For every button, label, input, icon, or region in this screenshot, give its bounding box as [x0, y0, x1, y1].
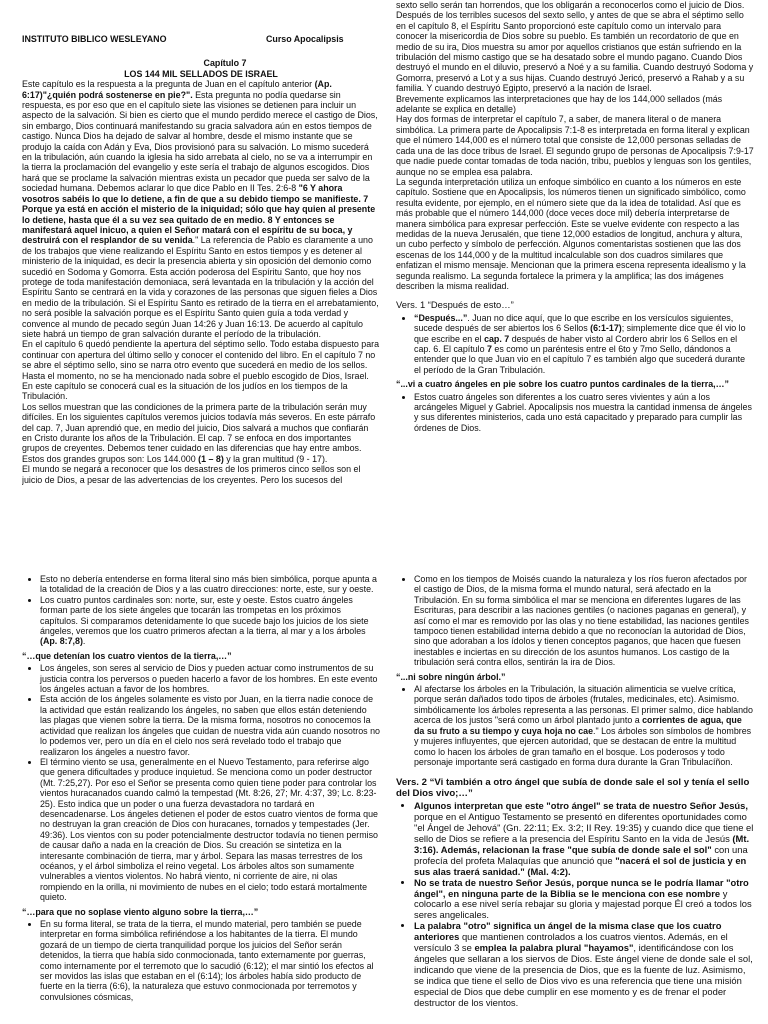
- text-run: ; simplemente dice que él vio lo que escribe en el: [414, 323, 746, 344]
- course-name: Curso Apocalipsis: [266, 34, 344, 44]
- text-run-bold: 7: [487, 344, 492, 354]
- text-run: después de haber visto al Cordero abrir los 6 Sellos en el cap. 6. El capítulo: [414, 333, 738, 354]
- text-run-bold: (Ap. 8:7,8): [40, 636, 83, 647]
- text-run-bold: La palabra "otro" significa un ángel de la misma clase que los cuatro anteriores: [414, 920, 722, 943]
- paragraph: En el capítulo 6 quedó pendiente la apertura del séptimo sello. Todo estaba dispuesto para continuar con apertura del último sello y conocer el contenido del libro. En el capítulo 7 no se abre el séptimo sello, sino se narra otro evento que sucederá en medio de los sellos. Hasta el momento, no se ha mencionado nada sobre el pueblo escogido de Dios, Israel. En este capítulo se conocerá cual es la situación de los judíos en los tiempos de la Tribulación.: [22, 339, 380, 402]
- list-item: [40, 595, 380, 647]
- column-top-right: [396, 0, 754, 528]
- bullet-list: [22, 663, 380, 902]
- list-item: • El término viento se usa, generalmente en el Nuevo Testamento, para referirse algo que genera dificultades y produce inquietud. Se menciona como un poder destructor (Mt. 7:25,27). Por eso el Señor se presenta como quien tiene poder para controlar los vientos huracanados cuando calmó la tempestad (Mt. 8:26, 27; Mr. 4:37, 39; Lc. 8:23-25). Esto indica que un poder o una fuerza devastadora no tardará en desencadenarse. Los ángeles detienen el poder de estos cuatro vientos de forma que no destruyan la gran creación de Dios con huracanes, tornados y tempestades (Jer. 49:36). Los vientos con su poder potencialmente destructor todavía no tienen permiso de causar daño a nada en la creación de Dios. Su creación se sintetiza en la interesante combinación de tierra, mar y árbol. Separa las masas terrestres de los océanos, y el árbol simboliza el reino vegetal. Los árboles altos son sumamente vulnerables a vientos violentos. No habrá viento, ni corriente de aire, ni olas rompiendo en la orilla, ni movimiento de nubes en el cielo; todo estará mortalmente quieto.: [40, 757, 380, 903]
- text-run: .: [82, 636, 86, 647]
- verse-heading: [396, 777, 754, 799]
- list-item: • Esto no debería entenderse en forma literal sino más bien simbólica, porque apunta a la totalidad de la creación de Dios y a las cuatro direcciones: norte, este, sur y oeste.: [40, 574, 380, 595]
- list-item: • Como en los tiempos de Moisés cuando la naturaleza y los ríos fueron afectados por el castigo de Dios, de la misma forma el mundo natural, será afectado en la Tribulación. En su forma simbólica el mar se menciona en diferentes lugares de las Escrituras, para describir a las naciones gentiles (o naciones paganas en general), y así como el mar es removido por las olas y no tiene estabilidad, las naciones gentiles tampoco tienen estabilidad interna debido a que no reconocían la autoridad de Dios, sino que adoraban a los ídolos y tienen conceptos paganos, que hacen que fuesen inestables e inciertas en su dirección de los asuntos humanos. Los castigo de la tribulación será contra ellos, sentirán la ira de Dios.: [414, 574, 754, 668]
- text-run-bold: Algunos interpretan que este "otro ángel" se trata de nuestro Señor Jesús,: [414, 800, 748, 812]
- text-run-bold: (Ap. 6:17)"¿quién podrá sostenerse en pie?".: [22, 79, 332, 100]
- column-bottom-left: [22, 572, 380, 1024]
- list-item: [414, 878, 754, 922]
- text-run-bold: corrientes de agua, que da su fruto a su tiempo y cuya hoja no cae: [414, 715, 742, 736]
- verse-heading: Vers. 1 “Después de esto…”: [396, 299, 514, 311]
- text-run: ." Los árboles son símbolos de hombres y mujeres influyentes, que ejercen autoridad, que se destacan de entre la multitud como lo hacen los árboles de gran tamaño en el bosque. Los poderosos y todo personaje importante será castigado en forma dura durante la Gran Tribulacíñon.: [414, 725, 752, 767]
- text-run-bold: Vers. 2 “Vi también a otro ángel que subía de donde sale el sol y tenía el sello del Dios vivo;…”: [396, 777, 750, 800]
- bullet-list: [396, 684, 754, 767]
- verse-quote: “…para que no soplase viento alguno sobre la tierra,…”: [22, 906, 259, 917]
- page-header: [22, 34, 380, 44]
- verse-quote: “...ni sobre ningún árbol.”: [396, 671, 506, 682]
- paragraph: Brevemente explicamos las interpretaciones que hay de los 144,000 sellados (más adelante se explica en detalle): [396, 93, 723, 115]
- text-run: , identificándose con los ángeles que sellaran a los siervos de Dios. Este ángel viene de donde sale el sol, indicando que viene de la presencia de Dios, que es la fuente de luz. Asimismo, se indica que tiene el sello de Dios vivo es una referencia que tiene una misión especial de Dios que debe cumplir en ese momento y es de frenar el poder destructor de los vientos.: [414, 942, 753, 1008]
- text-run: Este capítulo es la respuesta a la pregunta de Juan en el capítulo anterior: [22, 79, 315, 90]
- list-item: • Esta acción de los ángeles solamente es visto por Juan, en la tierra nadie conoce de la actividad que están realizando los ángeles, no saben que ellos están deteniendo las plagas que vienen sobre la tierra. De la misma forma, nosotros no conocemos la actividad que realizan los ángeles que cuidan de nuestra vida aún cuando nosotros no lo podemos ver, pero un día en el cielo nos será revelado todo el trabajo que realizaron los ángeles a nuestro favor.: [40, 694, 380, 756]
- list-item: [414, 684, 754, 767]
- bullet-list: [22, 919, 380, 1002]
- paragraph: El mundo se negará a reconocer que los desastres de los primeros cinco sellos son el juicio de Dios, a pesar de las advertencias de los creyentes. Pero los sucesos del: [22, 464, 361, 485]
- text-run-bold: "6 Y ahora vosotros sabéis lo que lo detiene, a fin de que a su debido tiempo se manifieste. 7 Porque ya está en acción el misterio de la iniquidad; sólo que hay quien al presente lo detiene, hasta que él a su vez sea quitado de en medio. 8 Y entonces se manifestará aquel inicuo, a quien el Señor matará con el espíritu de su boca, y destruirá con el resplandor de su venida: [22, 183, 376, 246]
- text-run: con una profecía del profeta Malaquías que anunció que: [414, 843, 748, 866]
- bullet-list: [396, 392, 754, 434]
- verse-quote: “…que detenían los cuatro vientos de la tierra,…”: [22, 650, 232, 661]
- text-run-bold: (6:1-17): [590, 323, 622, 334]
- text-run-bold: "nacerá el sol de justicia y en sus alas traerá sanidad." (Mal. 4:2).: [414, 854, 747, 877]
- text-run-bold: (Mt. 3:16). Además, relacionan la frase "que subía de donde sale el sol": [414, 833, 750, 855]
- paragraph: [22, 402, 380, 464]
- text-run: y cuando dice que tiene el sello de Dios se refiere a la presencia del Espíritu Santo en la vida de Jesús: [414, 822, 754, 845]
- text-run: Esta pregunta no podía quedarse sin respuesta, es por eso que en el capítulo siete las visiones se detienen para incluir un aspecto de la salvación. Si bien es cierto que el mundo perdido merece el castigo de Dios, sin embargo, Dios continuará manifestando su gracia salvadora aún en estos tiempos de castigo. Nunca Dios ha dejado de salvar al hombre, desde el mismo instante que se produjo la caída con Adán y Eva, Dios provisionó para su salvación. Lo mismo sucederá en la tribulación, aún cuando la iglesia ha sido arrebata al cielo, no se va a interrumpir en la tierra la proclamación del evangelio y este sería el trabajo de algunos escogidos. Dios hará que se proclame la salvación mientras exista un pecador que pueda ser salvo de la sociedad humana. Debemos aclarar lo que dice Pablo en II Tes. 2:6-8: [22, 89, 378, 194]
- column-top-left: [22, 34, 380, 528]
- text-run-bold: cap. 7: [484, 333, 510, 344]
- list-item: • En su forma literal, se trata de la tierra, el mundo material, pero también se puede interpretar en forma simbólica refiriéndose a los habitantes de la tierra. El mundo gozará de un tiempo de cierta tranquilidad porque los juicios del Señor serán detenidos, la tierra que había sido conmocionada, tanto externamente por guerras, como internamente por el terremoto que lo sacudió (6:12); el mar sintió los efectos al ser movidos las islas que estaban en el (6:14); los árboles había sido producto de fuerte en la tierra (6:6), la naturaleza que estuvo conmocionada por terremotos y convulsiones cósmicas,: [40, 919, 380, 1002]
- text-run-bold: “Después...”: [414, 312, 468, 323]
- paragraph: sexto sello serán tan horrendos, que los obligarán a reconocerlos como el juicio de Dios. Después de los terribles sucesos del sexto sello, y antes de que se abra el séptimo sello en el capítulo 8, el Espíritu Santo proporcionó este capítulo como un intervalo para conocer la misericordia de Dios sobre su pueblo. Es también un recordatorio de que en medio de su ira, Dios muestra su amor por aquellos cristianos que están sufriendo en la tribulación del mismo castigo que se ha desatado sobre el mundo pagano. Cuando Dios destruyó el mundo en el diluvio, preservó a Noé y a su familia. Cuando destruyó Sodoma y Gomorra, preservó a Lot y a sus hijas. Cuando destruyó Jericó, preservó a Rahab y a su familia. Y cuando destruyó Egipto, preservó a la nación de Israel.: [396, 0, 754, 94]
- bullet-list: [396, 313, 754, 375]
- chapter-title: LOS 144 MIL SELLADOS DE ISRAEL: [124, 68, 278, 79]
- column-bottom-right: [396, 572, 754, 1024]
- bullet-list: [22, 574, 380, 647]
- list-item: [414, 921, 754, 1008]
- text-run: es como un paréntesis entre el 6to y 7mo Sello, dándonos a entender que lo que Juan vio en el capítulo 7 es también algo que sucederá durante el período de la Gran Tribulación.: [414, 344, 746, 375]
- text-run: y la gran multitud (9 - 17).: [223, 453, 328, 464]
- paragraph: La segunda interpretación utiliza un enfoque simbólico en cuanto a los números en este capítulo. Sostiene que en Apocalipsis, los números tienen un significado simbólico, como resulta evidente, por ejemplo, en el número siete que da la idea de totalidad. Así que es más probable que el número 144,000 (doce veces doce mil) debería interpretarse de manera simbólica para expresar perfección. Este se vuelve evidente con respecto a las medidas de la nueva Jerusalén, que tiene 12,000 estadios de longitud, anchura y altura, un cubo perfecto y símbolo de perfección. Algunos comentaristas sostienen que las dos escenas de los 144,000 y de la multitud incalculable son dos cuadros similares que enfatizan el mismo mensaje. Mencionan que la primera escena representa idealismo y la segunda realismo. La segunda fortalece la primera y la amplifica; las dos imágenes describen la misma realidad.: [396, 176, 746, 291]
- text-run: Al afectarse los árboles en la Tribulación, la situación alimenticia se vuelve crítica, porque serán dañados todo tipos de árboles (frutales, medicinales, etc). Asimismo. simbólicamente los árboles representa a las personas. El primer salmo, dice hablando acerca de los justos "será como un árbol plantado junto a: [414, 684, 753, 726]
- text-run: que mantienen controlados a los cuatros vientos. Además, en el versículo 3 se: [414, 931, 728, 954]
- institute-name: INSTITUTO BIBLICO WESLEYANO: [22, 34, 167, 44]
- text-run-bold: (1 – 8): [198, 453, 224, 464]
- text-run: Los cuatro puntos cardinales son: norte, sur, este y oeste. Estos cuatro ángeles forman parte de los siete ángeles que tocarán las trompetas en los próximos capítulos. Si comparamos detenidamente lo que sucede bajo los juicios de los siete ángeles, veremos que los cuatro primeros afectan a la tierra, al mar y a los árboles: [40, 594, 369, 637]
- list-item: [414, 801, 754, 877]
- text-run: Los sellos muestran que las condiciones de la primera parte de la tribulación serán muy difíciles. En los siguientes capítulos veremos juicios todavía más severos. En este párrafo del cap. 7, Juan aprendió que, en medio del juicio, Dios salvará a muchos que confiarán en Cristo durante los años de la Tribulación. El cap. 7 se enfoca en dos importantes grupos de creyentes. Debemos tener cuidado en las diferencias que hay entre ambos. Estos dos grandes grupos son: Los 144.000: [22, 401, 376, 464]
- list-item: • Estos cuatro ángeles son diferentes a los cuatro seres vivientes y aún a los arcángeles Miguel y Gabriel. Apocalipsis nos muestra la cantidad inmensa de ángeles y sus diferentes ministerios, cada uno está capacitado y preparado para cumplir las órdenes de Dios.: [414, 392, 754, 434]
- text-run: porque en el Antiguo Testamento se presentó en diferentes oportunidades como "el Ángel de Jehová" (Gn. 22:11; Ex. 3:2; II Rey. 19:35): [414, 811, 747, 834]
- text-run: . Juan no dice aquí, que lo que escribe en los versículos siguientes, sucede después de ser abiertos los 6 Sellos: [414, 312, 734, 334]
- bullet-list: [396, 574, 754, 668]
- list-item: [414, 313, 754, 375]
- text-run-bold: emplea la palabra plural "hayamos": [474, 942, 634, 954]
- text-run-bold: No se trata de nuestro Señor Jesús, porque nunca se le podría llamar "otro ángel", en ninguna parte de la Biblia se le menciona con ese nombre: [414, 876, 749, 899]
- paragraph: [22, 79, 380, 339]
- bullet-list: [396, 801, 754, 1008]
- paragraph: Hay dos formas de interpretar el capítulo 7, a saber, de manera literal o de manera simbólica. La primera parte de Apocalipsis 7:1-8 es interpretada en forma literal y explican que el número 144,000 es el número total que consiste de 12,000 personas selladas de cada una de las doce tribus de Israel. El segundo grupo de personas de Apocalipsis 7:9-17 que nadie puede contar tomadas de toda nación, tribu, pueblos y lenguas son los gentiles, aunque no se emplea esa palabra.: [396, 114, 754, 177]
- text-run: ." La referencia de Pablo es claramente a uno de los trabajos que viene realizando el Espíritu Santo en estos tiempos y es detener al ministerio de la iniquidad, es decir la presencia abierta y sin oposición del demonio como sucedió en Sodoma y Gomorra. Esta acción poderosa del Espíritu Santo, que hoy nos protege de toda manifestación demoniaca, será levantada en la tribulación y la acción del Espíritu Santo se centrará en la vida y corazones de las personas que siguen fieles a Dios en medio de la tribulación. Si el Espíritu Santo es retirado de la tierra en el arrebatamiento, no será posible la salvación porque es el Espíritu Santo quien guía a toda verdad y convence al mundo de pecado según Juan 14:26 y Juan 16:13. De acuerdo al capítulo siete habrá un tiempo de gran salvación durante el período de la tribulación.: [22, 235, 379, 339]
- chapter-number: Capítulo 7: [203, 58, 247, 69]
- text-run: y colocarlo a ese nivel sería rebajar su gloria y majestad porque Él creó a todos los seres angelicales.: [414, 887, 752, 921]
- verse-quote: “...vi a cuatro ángeles en pie sobre los cuatro puntos cardinales de la tierra,…”: [396, 379, 729, 390]
- list-item: • Los ángeles, son seres al servicio de Dios y pueden actuar como instrumentos de su justicia contra los perversos o pueden hacerlo a favor de los hombres. En este evento los ángeles actuan a favor de los hombres.: [40, 663, 380, 694]
